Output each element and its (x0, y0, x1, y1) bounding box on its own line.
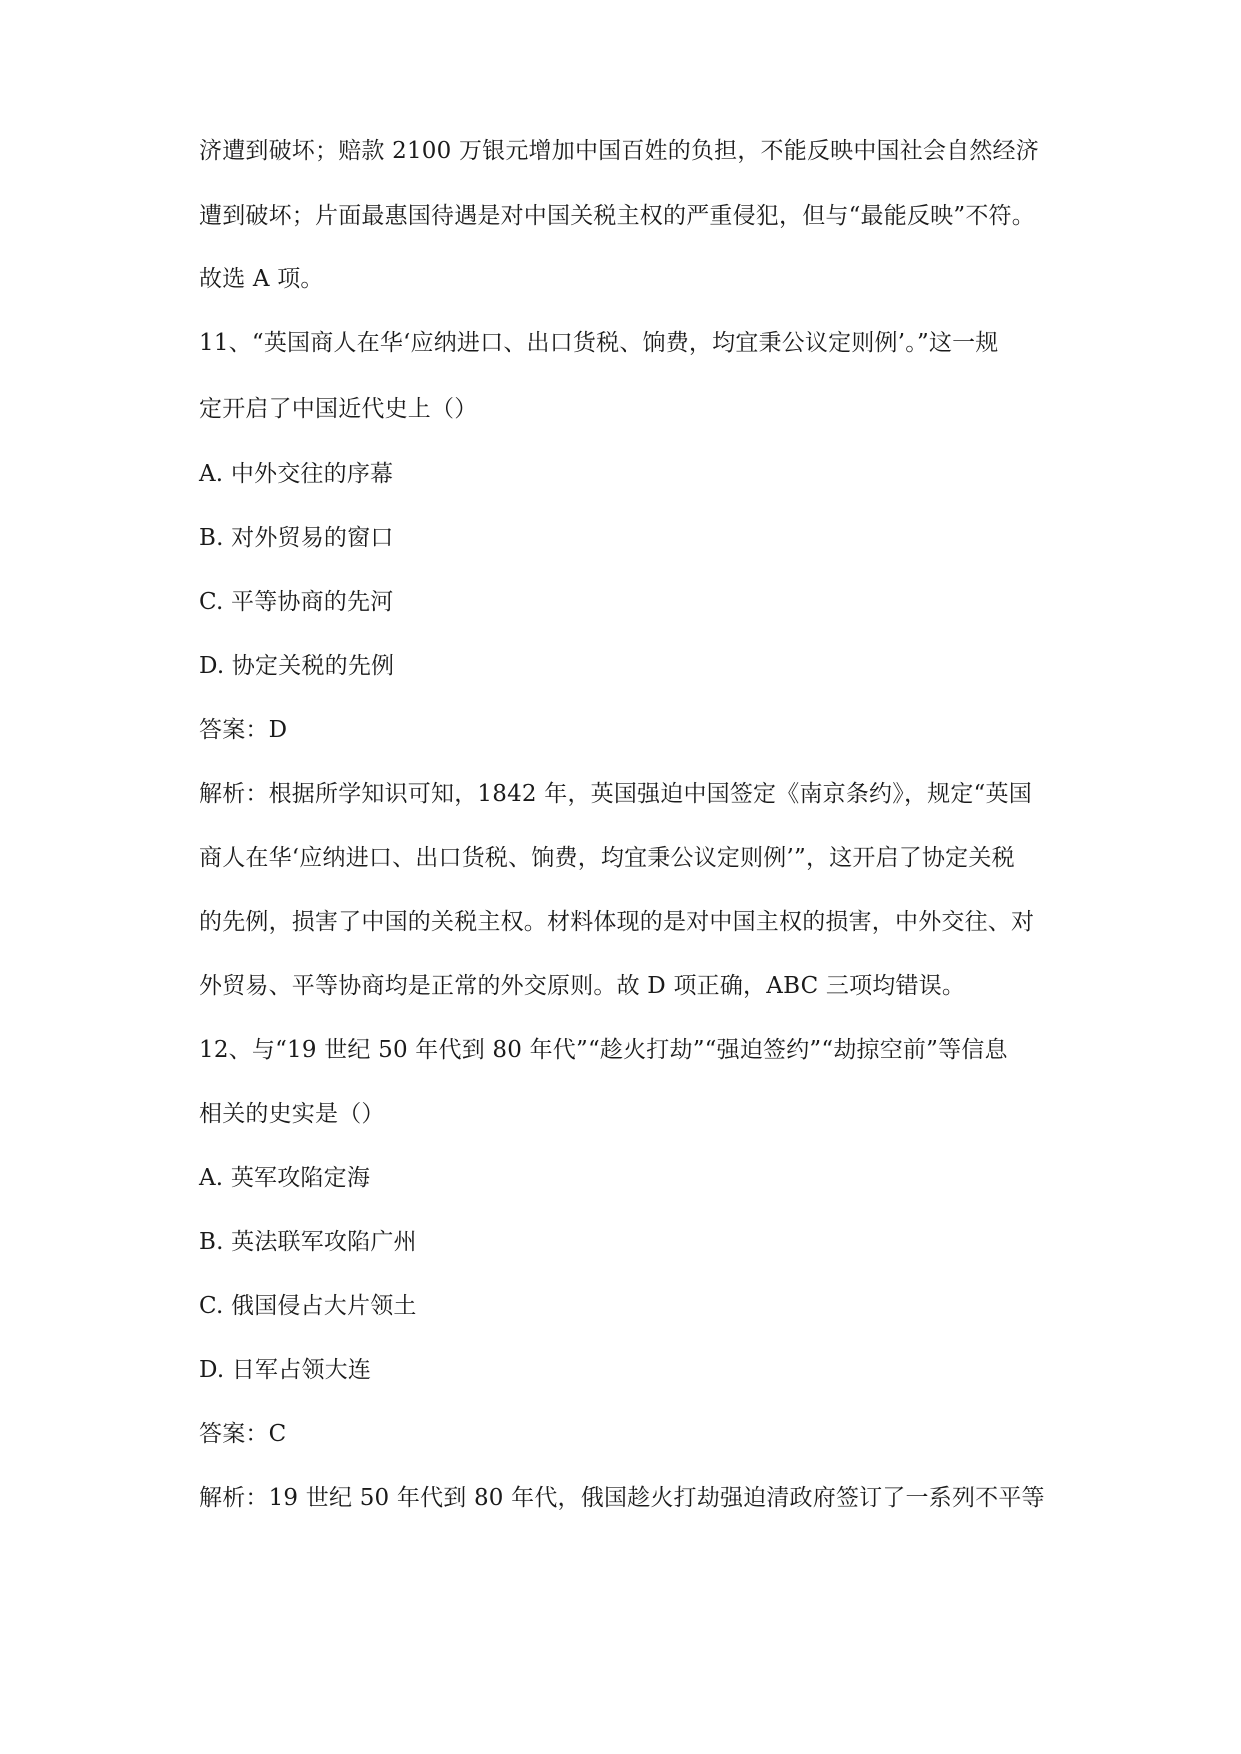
question-11-analysis-cont: 商人在华‘应纳进口、出口货税、饷费，均宜秉公议定则例’”，这开启了协定关税 (199, 845, 1015, 871)
question-11-option-c: C. 平等协商的先河 (199, 589, 394, 615)
question-12-option-c: C. 俄国侵占大片领土 (199, 1293, 417, 1319)
question-12-option-b: B. 英法联军攻陷广州 (199, 1229, 417, 1255)
question-12-option-a: A. 英军攻陷定海 (199, 1165, 371, 1191)
text-line: 遭到破坏；片面最惠国待遇是对中国关税主权的严重侵犯，但与“最能反映”不符。 (199, 203, 1035, 229)
question-12-stem-cont: 相关的史实是（） (199, 1101, 385, 1127)
question-11-option-a: A. 中外交往的序幕 (199, 461, 394, 487)
question-12-option-d: D. 日军占领大连 (199, 1357, 372, 1383)
text-line: 故选 A 项。 (199, 266, 324, 292)
question-12-analysis: 解析：19 世纪 50 年代到 80 年代，俄国趁火打劫强迫清政府签订了一系列不平等 (199, 1485, 1045, 1511)
question-11-stem-cont: 定开启了中国近代史上（） (199, 396, 478, 422)
question-12-answer: 答案：C (199, 1421, 287, 1447)
question-11-analysis: 解析：根据所学知识可知，1842 年，英国强迫中国签定《南京条约》，规定“英国 (199, 781, 1032, 807)
question-11-answer: 答案：D (199, 717, 288, 743)
text-line: 济遭到破坏；赔款 2100 万银元增加中国百姓的负担，不能反映中国社会自然经济 (199, 138, 1039, 164)
question-11-analysis-cont: 的先例，损害了中国的关税主权。材料体现的是对中国主权的损害，中外交往、对 (199, 909, 1035, 935)
question-12-stem: 12、与“19 世纪 50 年代到 80 年代”“趁火打劫”“强迫签约”“劫掠空前”等信息 (199, 1037, 1008, 1063)
question-11-option-b: B. 对外贸易的窗口 (199, 525, 394, 551)
question-11-stem: 11、“英国商人在华‘应纳进口、出口货税、饷费，均宜秉公议定则例’。”这一规 (199, 330, 999, 356)
question-11-analysis-cont: 外贸易、平等协商均是正常的外交原则。故 D 项正确，ABC 三项均错误。 (199, 973, 966, 999)
question-11-option-d: D. 协定关税的先例 (199, 653, 395, 679)
